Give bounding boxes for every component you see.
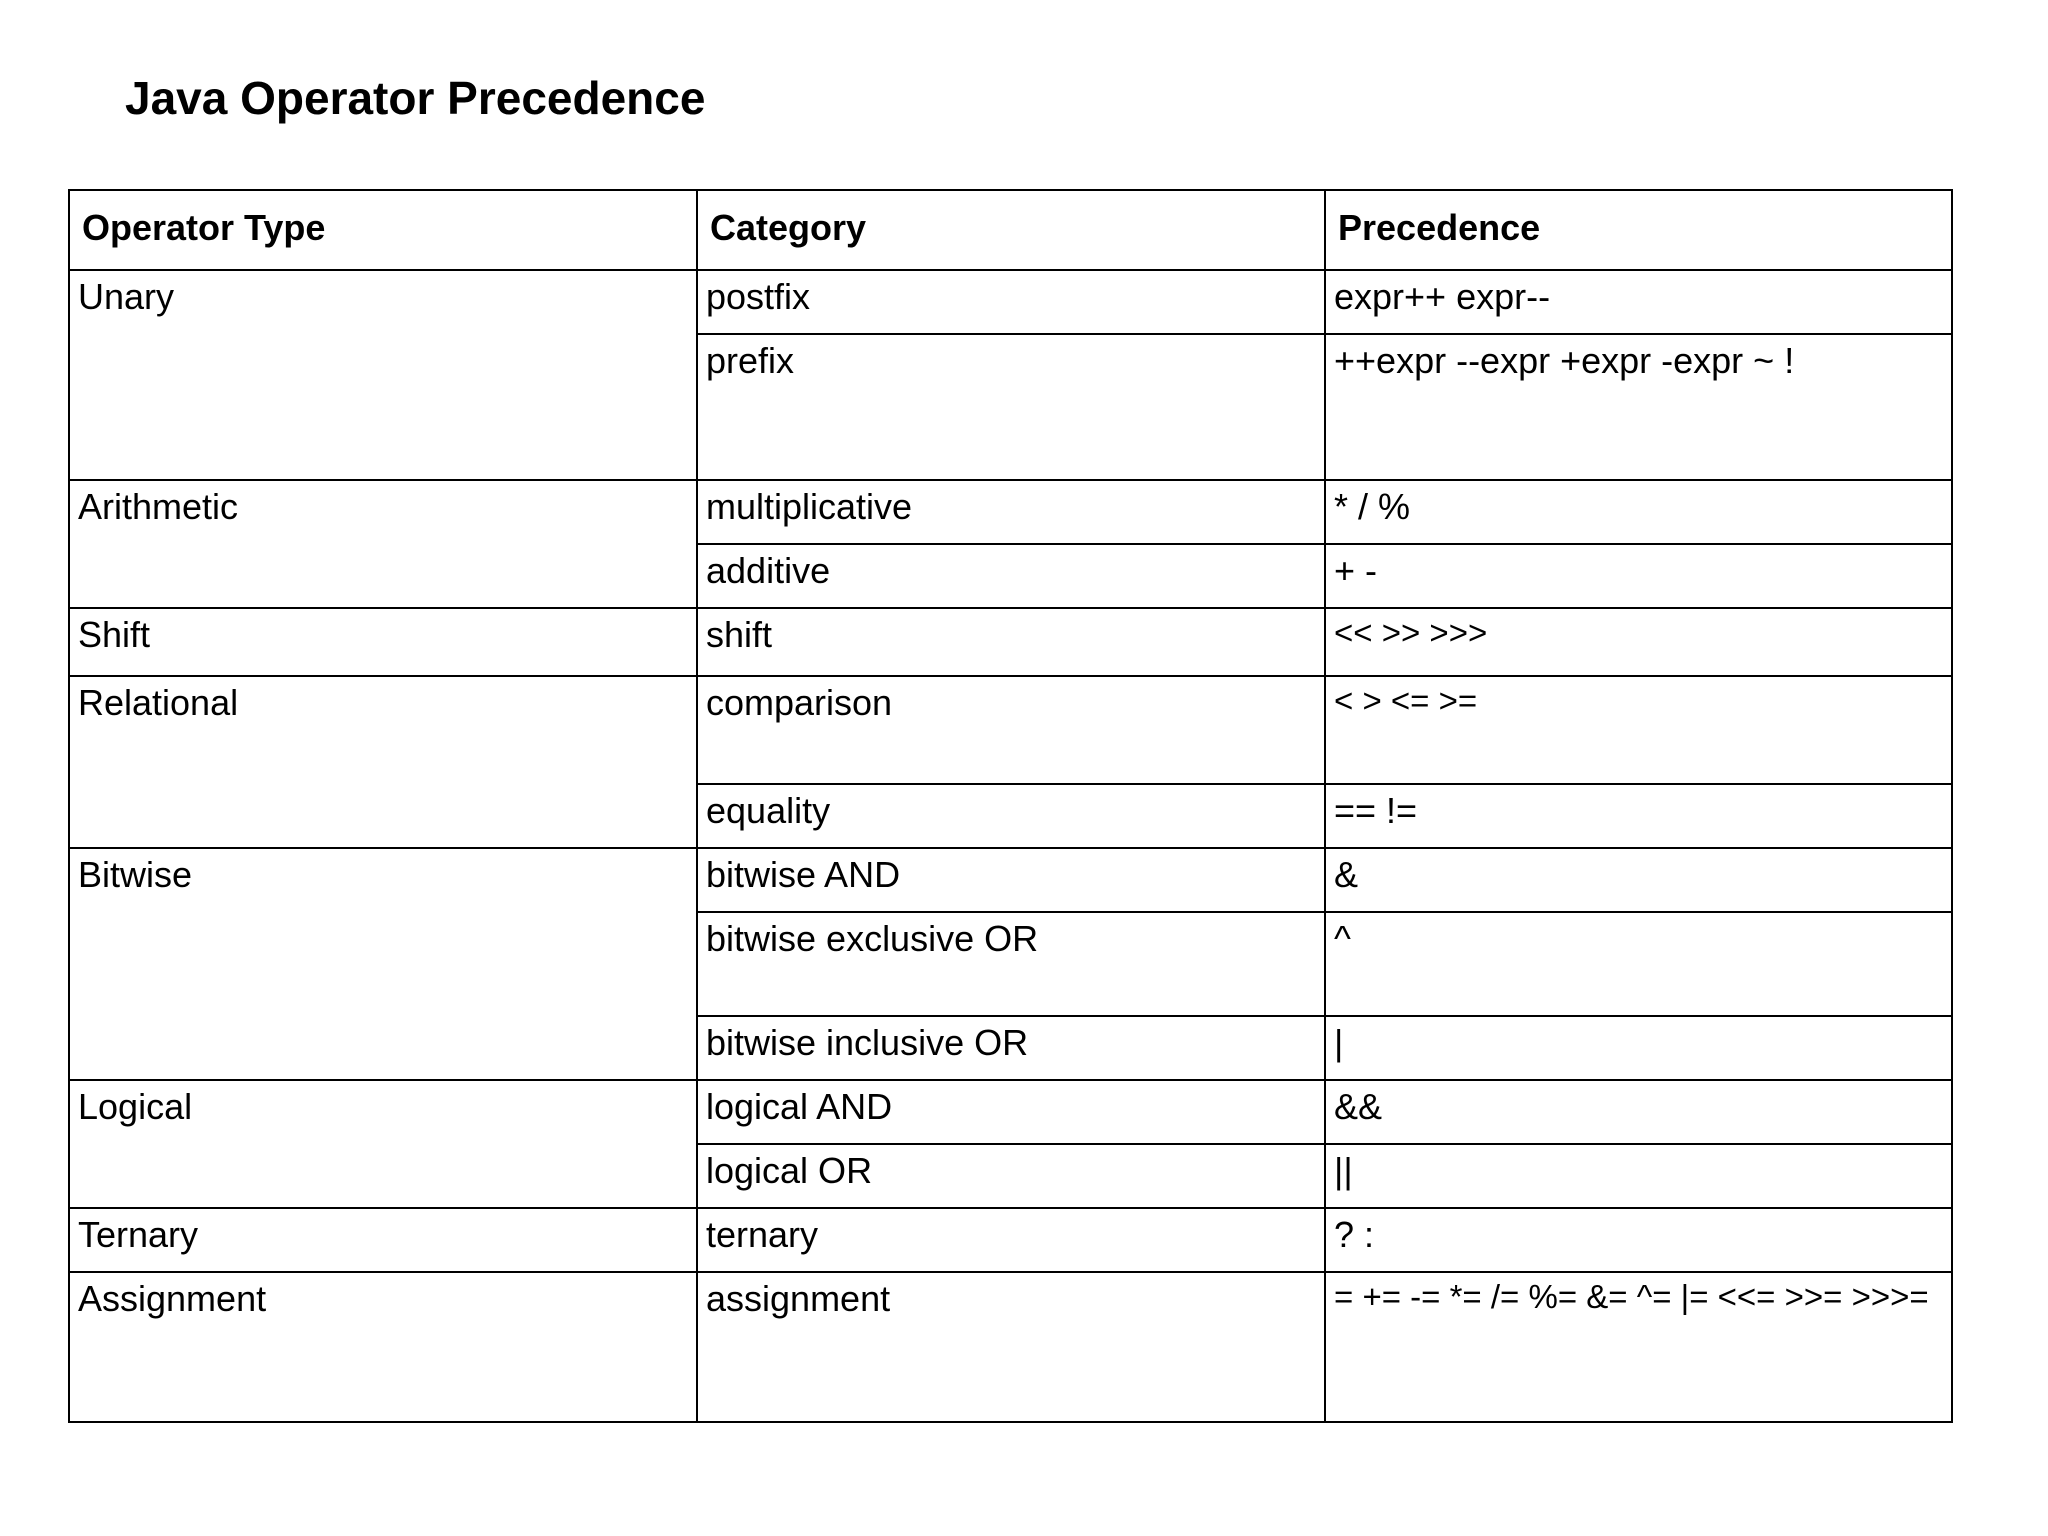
table-row <box>69 270 1952 334</box>
operator-type-cell: Bitwise <box>69 848 697 1080</box>
precedence-cell: << >> >>> <box>1325 608 1952 676</box>
header-precedence: Precedence <box>1325 190 1952 270</box>
table-row <box>69 1272 1952 1422</box>
precedence-cell: || <box>1325 1144 1952 1208</box>
precedence-cell: + - <box>1325 544 1952 608</box>
category-cell: logical AND <box>697 1080 1325 1144</box>
precedence-cell: ++expr --expr +expr -expr ~ ! <box>1325 334 1952 480</box>
page-title: Java Operator Precedence <box>125 72 706 124</box>
category-cell: logical OR <box>697 1144 1325 1208</box>
operator-precedence-table <box>68 189 1953 1423</box>
precedence-cell: * / % <box>1325 480 1952 544</box>
operator-type-cell: Ternary <box>69 1208 697 1272</box>
precedence-cell: = += -= *= /= %= &= ^= |= <<= >>= >>>= <box>1325 1272 1952 1422</box>
operator-type-cell: Shift <box>69 608 697 676</box>
table-row <box>69 676 1952 784</box>
category-cell: bitwise AND <box>697 848 1325 912</box>
precedence-cell: < > <= >= <box>1325 676 1952 784</box>
operator-type-cell: Assignment <box>69 1272 697 1422</box>
precedence-cell: | <box>1325 1016 1952 1080</box>
precedence-cell: ^ <box>1325 912 1952 1016</box>
precedence-cell: ? : <box>1325 1208 1952 1272</box>
precedence-cell: == != <box>1325 784 1952 848</box>
table-row <box>69 480 1952 544</box>
category-cell: shift <box>697 608 1325 676</box>
operator-type-cell: Arithmetic <box>69 480 697 608</box>
table-row <box>69 608 1952 676</box>
table-header-row <box>69 190 1952 270</box>
precedence-cell: && <box>1325 1080 1952 1144</box>
category-cell: additive <box>697 544 1325 608</box>
category-cell: comparison <box>697 676 1325 784</box>
category-cell: prefix <box>697 334 1325 480</box>
operator-type-cell: Relational <box>69 676 697 848</box>
category-cell: multiplicative <box>697 480 1325 544</box>
header-operator-type: Operator Type <box>69 190 697 270</box>
category-cell: ternary <box>697 1208 1325 1272</box>
category-cell: equality <box>697 784 1325 848</box>
precedence-cell: expr++ expr-- <box>1325 270 1952 334</box>
table-row <box>69 1208 1952 1272</box>
header-category: Category <box>697 190 1325 270</box>
operator-type-cell: Unary <box>69 270 697 480</box>
table-row <box>69 1080 1952 1144</box>
precedence-cell: & <box>1325 848 1952 912</box>
category-cell: bitwise exclusive OR <box>697 912 1325 1016</box>
category-cell: postfix <box>697 270 1325 334</box>
operator-type-cell: Logical <box>69 1080 697 1208</box>
category-cell: bitwise inclusive OR <box>697 1016 1325 1080</box>
category-cell: assignment <box>697 1272 1325 1422</box>
table-row <box>69 848 1952 912</box>
